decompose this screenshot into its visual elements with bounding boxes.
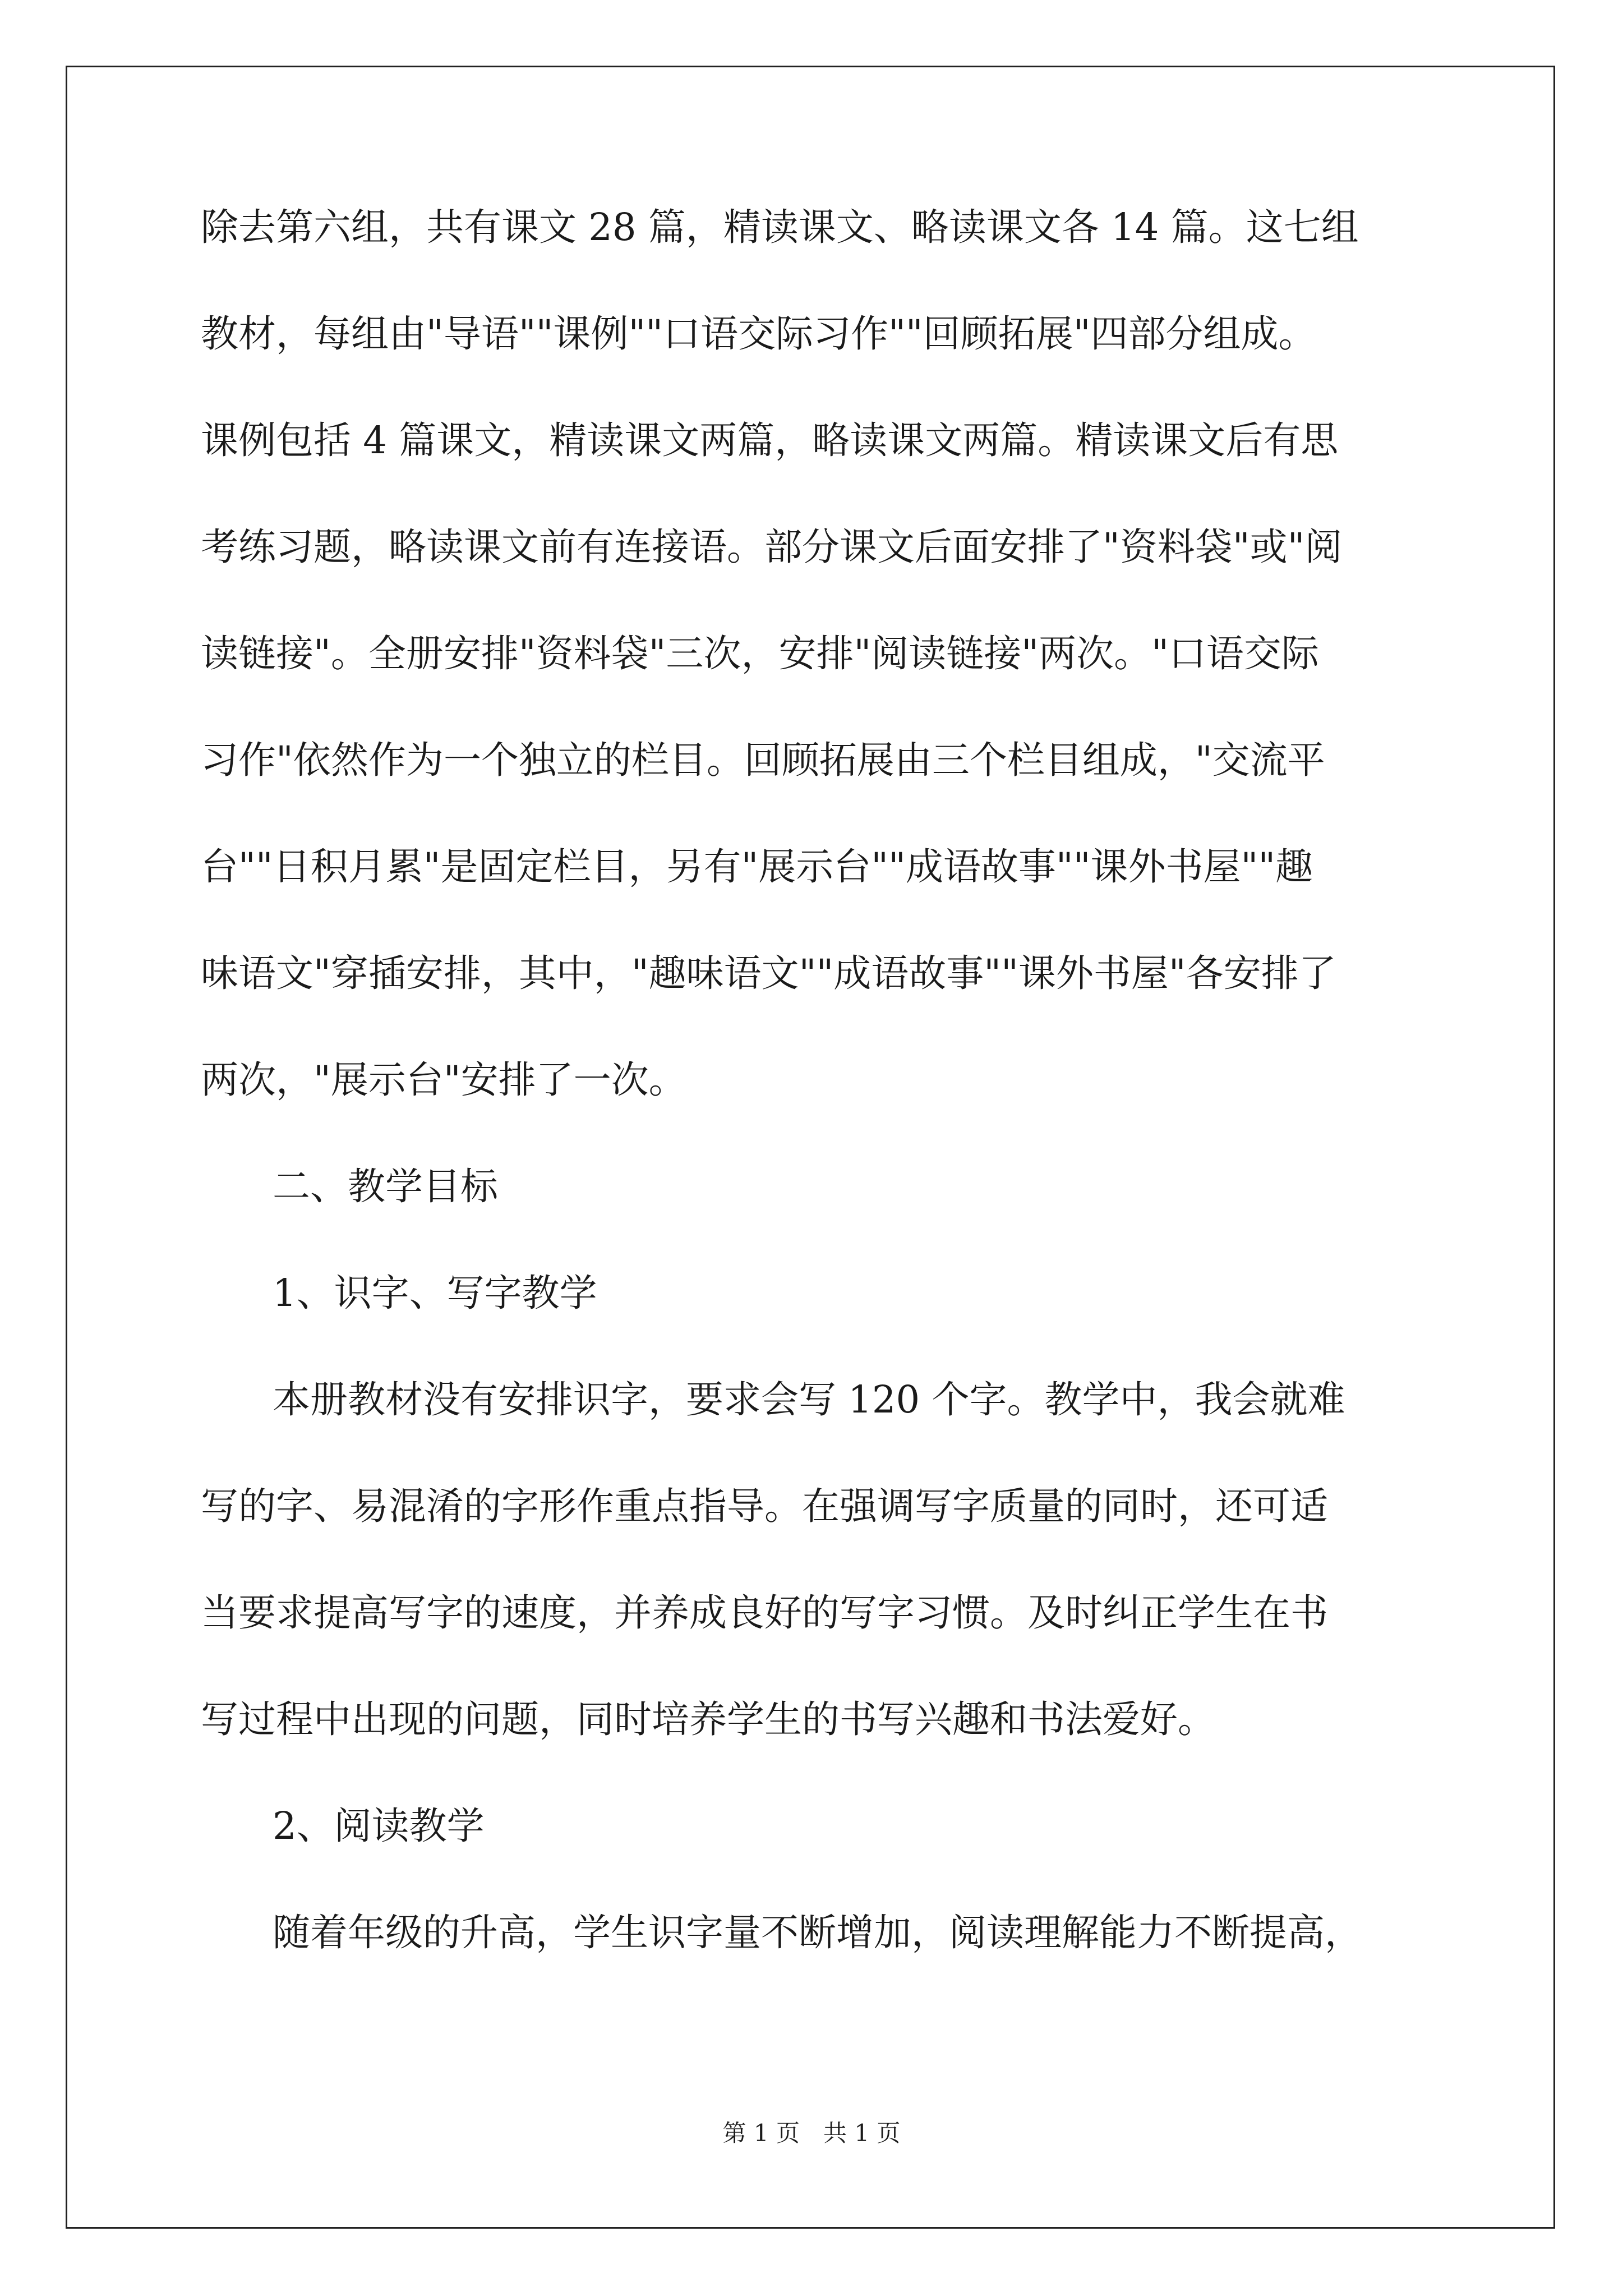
body-line: 教材，每组由"导语""课例""口语交际习作""回顾拓展"四部分组成。 xyxy=(201,312,1316,356)
body-line: 考练习题，略读课文前有连接语。部分课文后面安排了"资料袋"或"阅 xyxy=(201,525,1343,569)
page-border xyxy=(66,66,1555,2229)
body-line: 课例包括 4 篇课文，精读课文两篇，略读课文两篇。精读课文后有思 xyxy=(201,418,1339,462)
body-line: 读链接"。全册安排"资料袋"三次，安排"阅读链接"两次。"口语交际 xyxy=(201,632,1319,675)
body-line: 写过程中出现的问题，同时培养学生的书写兴趣和书法爱好。 xyxy=(201,1697,1215,1741)
body-line: 除去第六组，共有课文 28 篇，精读课文、略读课文各 14 篇。这七组 xyxy=(201,205,1359,249)
body-line: 习作"依然作为一个独立的栏目。回顾拓展由三个栏目组成，"交流平 xyxy=(201,738,1325,782)
subsection-heading: 2、阅读教学 xyxy=(273,1804,485,1848)
subsection-heading: 1、识字、写字教学 xyxy=(273,1271,597,1315)
body-line: 写的字、易混淆的字形作重点指导。在强调写字质量的同时，还可适 xyxy=(201,1484,1328,1528)
body-line: 两次，"展示台"安排了一次。 xyxy=(201,1058,686,1102)
page-footer: 第 1 页 共 1 页 xyxy=(722,2119,901,2147)
body-line: 本册教材没有安排识字，要求会写 120 个字。教学中，我会就难 xyxy=(273,1378,1345,1421)
section-heading: 二、教学目标 xyxy=(273,1165,498,1208)
body-line: 台""日积月累"是固定栏目，另有"展示台""成语故事""课外书屋""趣 xyxy=(201,845,1313,889)
body-line: 随着年级的升高，学生识字量不断增加，阅读理解能力不断提高， xyxy=(273,1911,1362,1954)
body-line: 味语文"穿插安排，其中，"趣味语文""成语故事""课外书屋"各安排了 xyxy=(201,951,1336,995)
body-line: 当要求提高写字的速度，并养成良好的写字习惯。及时纠正学生在书 xyxy=(201,1591,1328,1635)
